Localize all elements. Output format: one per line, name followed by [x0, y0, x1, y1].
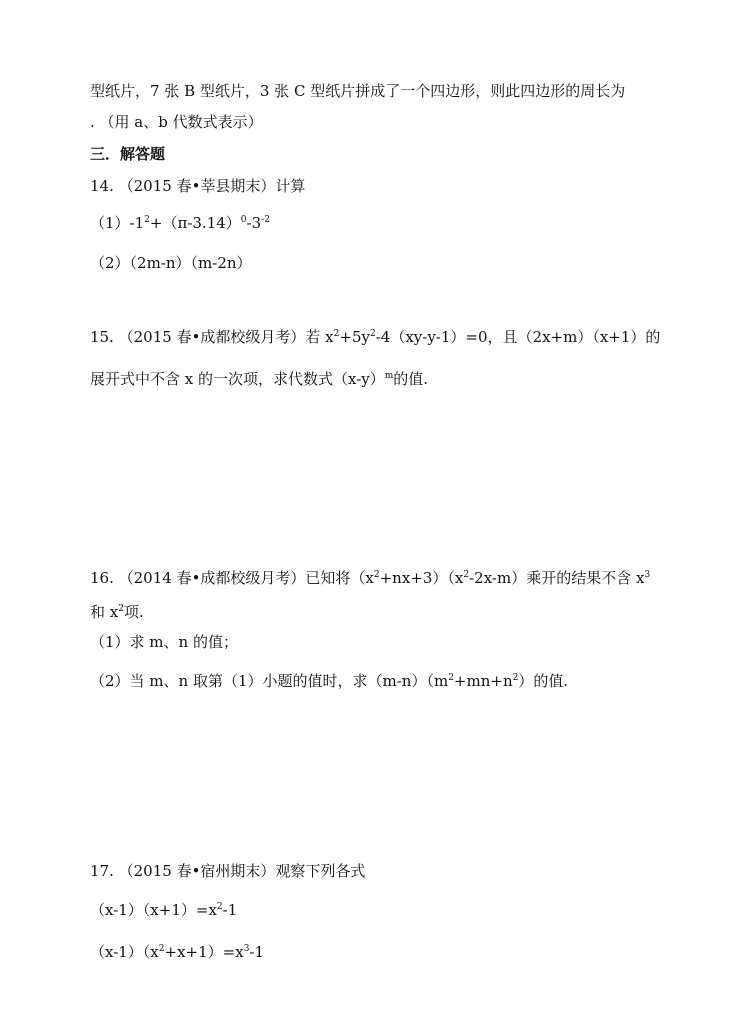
q15-l1-sup-1: 2	[333, 329, 340, 339]
question-16-line-1	[90, 568, 651, 588]
q16-l1-text-c: -2x-m）乘开的结果不含 x	[469, 569, 645, 587]
q14-p1-sup-1: 2	[144, 215, 150, 225]
q16-l1-sup-3: 3	[644, 570, 651, 580]
question-16-line-2	[90, 602, 144, 622]
q14-p1-sup-3: -2	[261, 215, 270, 225]
q15-l1-sup-2: 2	[369, 329, 376, 339]
q16-l1-sup-2: 2	[463, 570, 470, 580]
q16-l2-text-a: 和 x	[90, 603, 119, 621]
q14-p1-text-c: -3	[246, 214, 262, 232]
question-16-part-2	[90, 671, 568, 691]
q17-e2-sup-1: 2	[158, 944, 165, 954]
q14-p1-text-b: +（π-3.14）	[149, 214, 241, 232]
q14-p2-text: （2）（2m-n）（m-2n）	[90, 254, 252, 272]
question-15-line-2	[90, 369, 428, 389]
intro-text-1: 型纸片，7 张 B 型纸片，3 张 C 型纸片拼成了一个四边形，则此四边形的周长为	[90, 82, 626, 100]
q15-l2-text-a: 展开式中不含 x 的一次项，求代数式（x-y）	[90, 370, 385, 388]
q17-header-text: 17. （2015 春•宿州期末）观察下列各式	[90, 862, 366, 880]
q15-l1-text-c: -4（xy-y-1）=0，且（2x+m）（x+1）的	[375, 328, 661, 346]
q17-e2-text-a: （x-1）（x	[90, 943, 159, 961]
q14-p1-sup-2: 0	[240, 215, 247, 225]
q15-l1-text-b: +5y	[339, 328, 370, 346]
question-15-line-1	[90, 327, 661, 347]
q17-e1-text-a: （x-1）（x+1）=x	[90, 901, 217, 919]
question-14-header	[90, 176, 305, 196]
q15-l1-text-a: 15. （2015 春•成都校级月考）若 x	[90, 328, 334, 346]
q17-e1-sup: 2	[216, 902, 223, 912]
q17-e1-text-b: -1	[222, 901, 238, 919]
q15-l2-text-b: 的值.	[393, 370, 429, 388]
q14-p1-text-a: （1）-1	[90, 214, 145, 232]
q16-p1-text: （1）求 m、n 的值；	[90, 633, 238, 651]
question-17-header	[90, 861, 365, 881]
section-title	[90, 144, 165, 164]
q16-l2-sup: 2	[118, 604, 124, 614]
q17-e2-text-c: -1	[249, 943, 265, 961]
q16-l2-text-b: 项.	[123, 603, 144, 621]
question-14-part-1	[90, 213, 270, 233]
q16-p2-sup-2: 2	[512, 673, 519, 683]
q16-p2-text-c: ）的值.	[518, 672, 569, 690]
question-16-part-1	[90, 632, 238, 652]
q16-l1-sup-1: 2	[373, 570, 380, 580]
q16-p2-text-a: （2）当 m、n 取第（1）小题的值时，求（m-n）（m	[90, 672, 449, 690]
question-17-expr-1	[90, 900, 237, 920]
q15-l2-sup: m	[384, 371, 394, 381]
question-17-expr-2	[90, 942, 264, 962]
q16-p2-sup-1: 2	[448, 673, 454, 683]
q15-l1-left	[90, 327, 660, 347]
intro-text-2: . （用 a、b 代数式表示）	[90, 113, 263, 131]
question-14-part-2	[90, 253, 252, 273]
question-14-text: 14. （2015 春•莘县期末）计算	[90, 177, 306, 195]
section-title-text: 三．解答题	[90, 145, 166, 163]
q17-e2-sup-2: 3	[243, 944, 250, 954]
intro-line-2	[90, 112, 263, 132]
q17-e2-text-b: +x+1）=x	[164, 943, 244, 961]
q16-l1-text-a: 16. （2014 春•成都校级月考）已知将（x	[90, 569, 374, 587]
q16-l1-left	[90, 568, 650, 588]
q16-p2-text-b: +mn+n	[453, 672, 513, 690]
q16-l1-text-b: +nx+3）（x	[379, 569, 464, 587]
intro-line-1	[90, 81, 625, 101]
